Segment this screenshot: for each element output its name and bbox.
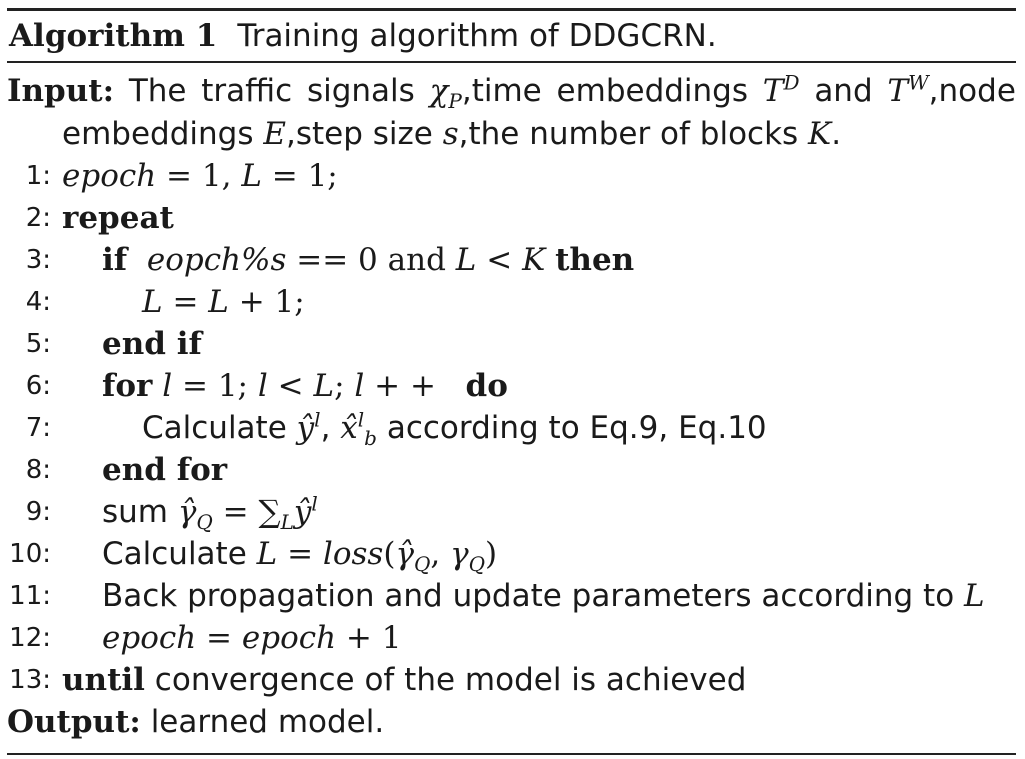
math-sub: Q xyxy=(196,510,213,535)
line-number: 13: xyxy=(9,665,51,695)
input-word: traffic xyxy=(201,73,293,109)
input-word: signals xyxy=(306,73,415,109)
math-text: ( xyxy=(383,536,396,572)
input-word: ,node xyxy=(928,73,1016,109)
math-epoch: epoch xyxy=(62,158,157,194)
algorithm-line-4 xyxy=(7,281,1016,323)
line-text: sum xyxy=(102,494,178,530)
math-sup: D xyxy=(783,70,800,95)
math-sub: Q xyxy=(468,552,486,577)
math-T: T xyxy=(887,73,909,109)
input-text: ,the number of blocks xyxy=(458,116,809,152)
input-word: ,time xyxy=(461,73,542,109)
algorithm-line-6 xyxy=(7,365,1016,407)
input-text: ,step size xyxy=(285,116,443,152)
math-gamma-hat: γ̂ xyxy=(177,494,197,530)
input-line-2 xyxy=(7,113,1016,155)
math-text: + + xyxy=(364,368,436,404)
line-number: 1: xyxy=(25,161,51,191)
math-expr: eopch%s xyxy=(146,242,287,278)
line-number: 7: xyxy=(25,413,51,443)
algorithm-caption: Training algorithm of DDGCRN. xyxy=(237,18,717,54)
math-epoch: epoch xyxy=(241,620,337,656)
line-text: Back propagation and update parameters according to xyxy=(102,578,965,614)
math-sum: ∑ xyxy=(258,494,281,530)
math-sub: P xyxy=(448,89,462,114)
math-sub: L xyxy=(280,510,294,535)
keyword-end-for: end for xyxy=(102,452,228,488)
keyword-if: if xyxy=(102,242,128,278)
algorithm-line-9 xyxy=(7,491,1016,533)
input-TD-term xyxy=(763,69,800,113)
math-x-hat: x̂ xyxy=(340,410,358,446)
keyword-end-if: end if xyxy=(102,326,202,362)
math-sup: l xyxy=(314,407,321,432)
math-y-hat: ŷ xyxy=(293,494,312,530)
keyword-then: then xyxy=(555,242,635,278)
algorithm-line-8 xyxy=(7,449,1016,491)
line-text: according to Eq.9, Eq.10 xyxy=(376,410,767,446)
algorithm-body xyxy=(7,63,1016,753)
algorithm-line-5 xyxy=(7,323,1016,365)
keyword-repeat: repeat xyxy=(62,200,174,236)
math-text: < xyxy=(476,242,523,278)
line-number: 10: xyxy=(9,539,51,569)
line-content xyxy=(102,533,497,575)
algorithm-block xyxy=(7,8,1016,755)
math-gamma: γ xyxy=(450,536,469,572)
math-L: L xyxy=(208,284,229,320)
math-loss: loss xyxy=(322,536,384,572)
line-text: Calculate xyxy=(142,410,297,446)
math-text: == 0 and xyxy=(286,242,456,278)
line-number: 12: xyxy=(9,623,51,653)
math-E: E xyxy=(263,116,286,152)
math-text: + 1; xyxy=(228,284,305,320)
output-spec xyxy=(7,701,1016,743)
input-text: embeddings xyxy=(62,116,264,152)
algorithm-line-13 xyxy=(7,659,1016,701)
input-word: embeddings xyxy=(556,73,749,109)
line-number: 9: xyxy=(25,497,51,527)
line-content xyxy=(62,659,746,701)
input-TW-term xyxy=(887,69,1015,113)
math-text: = xyxy=(212,494,259,530)
math-K: K xyxy=(522,242,546,278)
algorithm-line-7 xyxy=(7,407,1016,449)
line-number: 3: xyxy=(25,245,51,275)
input-word: and xyxy=(814,73,873,109)
math-text: , xyxy=(430,536,451,572)
math-l: l xyxy=(257,368,268,404)
math-sup: l xyxy=(357,407,365,432)
math-gamma-hat: γ̂ xyxy=(395,536,414,572)
line-content xyxy=(62,155,338,197)
line-content xyxy=(142,407,767,449)
math-sub: b xyxy=(364,426,377,451)
line-content xyxy=(102,365,508,407)
math-L: L xyxy=(455,242,477,278)
math-L: L xyxy=(241,158,262,194)
algorithm-label: Algorithm 1 xyxy=(9,18,218,54)
input-line-1 xyxy=(7,69,1016,113)
bottom-rule xyxy=(7,753,1016,755)
line-content xyxy=(102,239,634,281)
math-text: + 1 xyxy=(336,620,402,656)
keyword-do: do xyxy=(465,368,508,404)
math-l: l xyxy=(162,368,173,404)
line-number: 4: xyxy=(25,287,51,317)
math-L: L xyxy=(256,536,278,572)
line-number: 5: xyxy=(25,329,51,359)
algorithm-line-2 xyxy=(7,197,1016,239)
math-T: T xyxy=(762,73,784,109)
math-y-hat: ŷ xyxy=(296,410,315,446)
input-text: . xyxy=(831,116,842,152)
math-L: L xyxy=(313,368,335,404)
bottom-spacer xyxy=(7,743,1016,753)
math-text: = xyxy=(162,284,209,320)
line-content xyxy=(102,575,985,617)
math-text: = xyxy=(196,620,242,656)
math-L: L xyxy=(142,284,163,320)
input-spec xyxy=(7,63,1016,155)
algorithm-line-10 xyxy=(7,533,1016,575)
algorithm-line-12 xyxy=(7,617,1016,659)
keyword-until: until xyxy=(62,662,145,698)
line-text: Calculate xyxy=(102,536,257,572)
math-s: s xyxy=(442,116,459,152)
math-chi: χ xyxy=(429,73,449,109)
line-number: 8: xyxy=(25,455,51,485)
line-number: 2: xyxy=(25,203,51,233)
line-number: 6: xyxy=(25,371,51,401)
line-text: , xyxy=(320,410,341,446)
line-content xyxy=(142,281,305,323)
math-epoch: epoch xyxy=(102,620,197,656)
line-content xyxy=(102,491,318,533)
input-keyword: Input: xyxy=(7,73,115,109)
math-text: = 1; xyxy=(261,158,338,194)
input-signals-term xyxy=(430,69,542,113)
math-text: < xyxy=(267,368,314,404)
math-text: = 1, xyxy=(156,158,242,194)
math-text: = xyxy=(277,536,323,572)
algorithm-title xyxy=(7,11,1016,61)
math-sup: W xyxy=(908,70,929,95)
math-l: l xyxy=(354,368,365,404)
math-sup: l xyxy=(311,491,318,516)
line-number: 11: xyxy=(9,581,51,611)
math-text: = 1; xyxy=(172,368,258,404)
keyword-for: for xyxy=(102,368,153,404)
math-text: ; xyxy=(334,368,355,404)
algorithm-line-1 xyxy=(7,155,1016,197)
math-K: K xyxy=(808,116,832,152)
output-text: learned model. xyxy=(140,704,385,740)
algorithm-line-11 xyxy=(7,575,1016,617)
line-text: convergence of the model is achieved xyxy=(144,662,747,698)
math-text: ) xyxy=(485,536,498,572)
math-sub: Q xyxy=(413,552,431,577)
math-L: L xyxy=(964,578,985,614)
line-content xyxy=(102,617,401,659)
input-word: The xyxy=(128,73,187,109)
algorithm-line-3 xyxy=(7,239,1016,281)
output-keyword: Output: xyxy=(7,704,141,740)
